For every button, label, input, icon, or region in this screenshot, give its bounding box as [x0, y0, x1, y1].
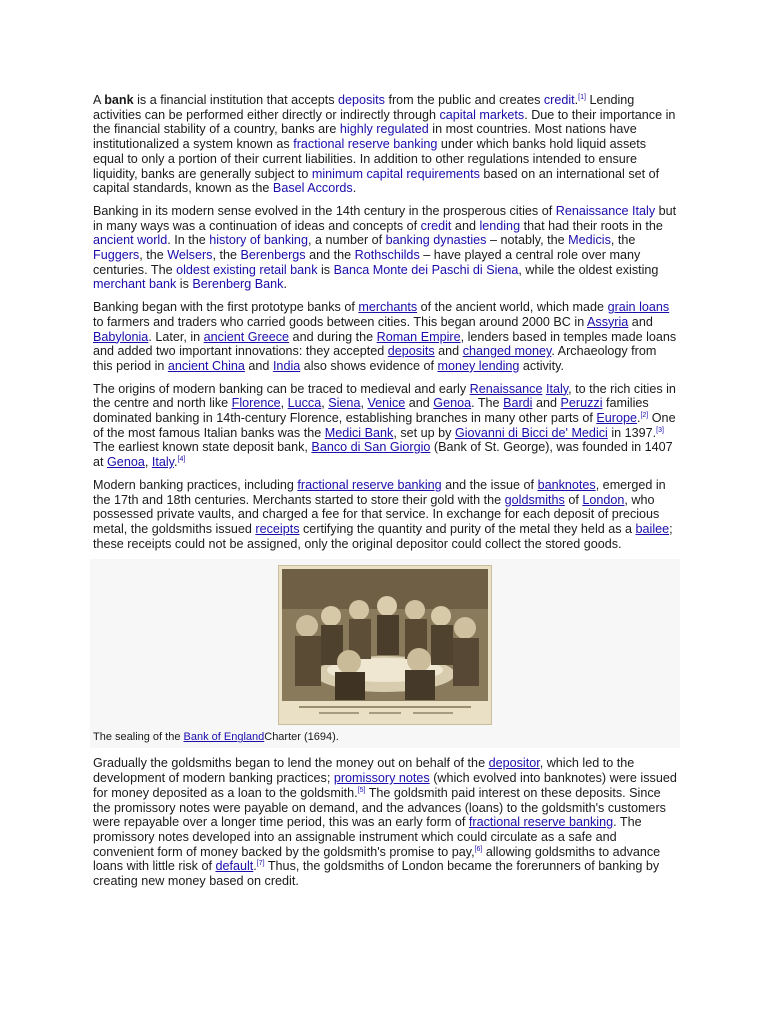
link-history-of-banking[interactable]: history of banking [209, 233, 308, 248]
link-venice[interactable]: Venice [367, 396, 406, 411]
link-peruzzi[interactable]: Peruzzi [560, 396, 603, 411]
link-genoa[interactable]: Genoa [107, 455, 145, 470]
link-minimum-capital-requirements[interactable]: minimum capital requirements [311, 166, 480, 181]
link-babylonia[interactable]: Babylonia [93, 329, 149, 344]
link-banco-di-san-giorgio[interactable]: Banco di San Giorgio [311, 440, 431, 455]
link-bailee[interactable]: bailee [635, 521, 670, 536]
link-merchant-bank[interactable]: merchant bank [93, 277, 177, 292]
ref-5[interactable]: [5] [357, 786, 366, 794]
link-fractional-reserve-banking[interactable]: fractional reserve banking [468, 815, 614, 830]
link-ancient-greece[interactable]: ancient Greece [203, 329, 290, 344]
link-berenberg-bank[interactable]: Berenberg Bank [192, 277, 284, 292]
ref-2[interactable]: [2] [640, 411, 649, 419]
link-merchants[interactable]: merchants [358, 300, 418, 315]
link-credit[interactable]: credit [543, 93, 575, 107]
link-receipts[interactable]: receipts [255, 521, 300, 536]
link-goldsmiths[interactable]: goldsmiths [504, 492, 565, 507]
link-roman-empire[interactable]: Roman Empire [376, 329, 461, 344]
link-london[interactable]: London [582, 492, 625, 507]
link-fuggers[interactable]: Fuggers [93, 248, 140, 263]
paragraph-goldsmiths-lending: Gradually the goldsmiths began to lend the money out on behalf of the depositor, which led to the development of modern banking practices; promissory notes (which evolved into banknotes) were issued for money deposited as a loan to the goldsmith.[5] The goldsmith paid interest on these deposits. Since the promissory notes were payable on demand, and the advances (loans) to the goldsmith's customers were repayable over a longer time period, this was an early form of fractional reserve banking. The promissory notes developed into an assignable instrument which could circulate as a safe and convenient form of money backed by the goldsmith's promise to pay,[6] allowing goldsmiths to advance loans with little risk of default.[7] Thus, the goldsmiths of London became the forerunners of banking by creating new money based on credit. [93, 756, 677, 889]
link-welsers[interactable]: Welsers [167, 248, 213, 263]
link-capital-markets[interactable]: capital markets [439, 107, 525, 122]
link-siena[interactable]: Siena [328, 396, 361, 411]
link-credit[interactable]: credit [420, 218, 452, 233]
link-europe[interactable]: Europe [596, 411, 637, 426]
link-berenbergs[interactable]: Berenbergs [240, 248, 306, 263]
link-renaissance[interactable]: Renaissance [469, 381, 543, 396]
ref-6[interactable]: [6] [474, 845, 483, 853]
paragraph-definition: A bank is a financial institution that accepts deposits from the public and creates credit.[1] Lending activities can be performed either directly or indirectly through capital markets. Due to their importance in the financial stability of a country, banks are highly regulated in most countries. Most nations have institutionalized a system known as fractional reserve banking under which banks hold liquid assets equal to only a portion of their current liabilities. In addition to other regulations intended to ensure liquidity, banks are generally subject to minimum capital requirements based on an international set of capital standards, known as the Basel Accords. [93, 93, 676, 196]
link-deposits[interactable]: deposits [387, 344, 435, 359]
link-ancient-china[interactable]: ancient China [167, 358, 245, 373]
link-deposits[interactable]: deposits [338, 93, 385, 107]
link-italy[interactable]: Italy [151, 455, 174, 470]
ref-1[interactable]: [1] [578, 93, 586, 101]
paragraph-prototype-banks: Banking began with the first prototype banks of merchants of the ancient world, which made grain loans to farmers and traders who carried goods between cities. This began around 2000 BC in Assyria and Babylonia. Later, in ancient Greece and during the Roman Empire, lenders based in temples made loans and added two important innovations: they accepted deposits and changed money. Archaeology from this period in ancient China and India also shows evidence of money lending activity. [93, 300, 677, 373]
link-lending[interactable]: lending [479, 218, 521, 233]
bank-charter-engraving-image[interactable] [278, 565, 492, 725]
link-highly-regulated[interactable]: highly regulated [339, 122, 429, 137]
link-oldest-existing-retail-bank[interactable]: oldest existing retail bank [176, 262, 318, 277]
link-fractional-reserve-banking[interactable]: fractional reserve banking [297, 477, 442, 492]
link-assyria[interactable]: Assyria [587, 314, 629, 329]
link-medici-bank[interactable]: Medici Bank [324, 425, 394, 440]
link-basel-accords[interactable]: Basel Accords [272, 181, 353, 196]
figure-caption: The sealing of the Bank of EnglandCharter (1694). [93, 731, 339, 744]
ref-4[interactable]: [4] [177, 455, 186, 463]
link-banca-monte-dei-paschi[interactable]: Banca Monte dei Paschi di Siena [333, 262, 519, 277]
link-renaissance-italy[interactable]: Renaissance Italy [555, 203, 656, 218]
figure-bank-of-england [90, 559, 680, 748]
ref-3[interactable]: [3] [656, 426, 664, 434]
link-genoa[interactable]: Genoa [433, 396, 472, 411]
link-changed-money[interactable]: changed money [462, 344, 552, 359]
ref-7[interactable]: [7] [256, 860, 265, 868]
link-medicis[interactable]: Medicis [568, 233, 611, 248]
link-giovanni-di-bicci[interactable]: Giovanni di Bicci de' Medici [454, 425, 608, 440]
link-banknotes[interactable]: banknotes [537, 477, 596, 492]
link-italy[interactable]: Italy [545, 381, 569, 396]
link-bardi[interactable]: Bardi [503, 396, 533, 411]
paragraph-modern-practices: Modern banking practices, including fractional reserve banking and the issue of banknotes, emerged in the 17th and 18th centuries. Merchants started to store their gold with the goldsmiths of London, who possessed private vaults, and charged a fee for that service. In exchange for each deposit of precious metal, the goldsmiths issued receipts certifying the quantity and purity of the metal they held as a bailee; these receipts could not be assigned, only the original depositor could collect the stored goods. [93, 477, 673, 551]
link-grain-loans[interactable]: grain loans [607, 300, 670, 315]
link-india[interactable]: India [272, 358, 301, 373]
link-banking-dynasties[interactable]: banking dynasties [385, 233, 487, 248]
paragraph-origins: The origins of modern banking can be traced to medieval and early Renaissance Italy, to the rich cities in the centre and north like Florence, Lucca, Siena, Venice and Genoa. The Bardi and Peruzzi families dominated banking in 14th-century Florence, establishing branches in many other parts of Europe.[2] One of the most famous Italian banks was the Medici Bank, set up by Giovanni di Bicci de' Medici in 1397.[3] The earliest known state deposit bank, Banco di San Giorgio (Bank of St. George), was founded in 1407 at Genoa, Italy.[4] [93, 381, 676, 470]
link-depositor[interactable]: depositor [488, 756, 540, 771]
link-fractional-reserve-banking[interactable]: fractional reserve banking [293, 137, 438, 152]
link-money-lending[interactable]: money lending [437, 358, 520, 373]
paragraph-modern-sense: Banking in its modern sense evolved in the 14th century in the prosperous cities of Renaissance Italy but in many ways was a continuation of ideas and concepts of credit and lending that had their roots in the ancient world. In the history of banking, a number of banking dynasties – notably, the Medicis, the Fuggers, the Welsers, the Berenbergs and the Rothschilds – have played a central role over many centuries. The oldest existing retail bank is Banca Monte dei Paschi di Siena, while the oldest existing merchant bank is Berenberg Bank. [93, 203, 677, 292]
link-rothschilds[interactable]: Rothschilds [354, 248, 420, 263]
link-default[interactable]: default [215, 859, 254, 874]
article-body [93, 93, 677, 897]
link-florence[interactable]: Florence [231, 396, 281, 411]
link-lucca[interactable]: Lucca [287, 396, 322, 411]
link-bank-of-england[interactable]: Bank of England [183, 731, 265, 744]
link-promissory-notes[interactable]: promissory notes [333, 771, 430, 786]
link-ancient-world[interactable]: ancient world [93, 233, 168, 248]
